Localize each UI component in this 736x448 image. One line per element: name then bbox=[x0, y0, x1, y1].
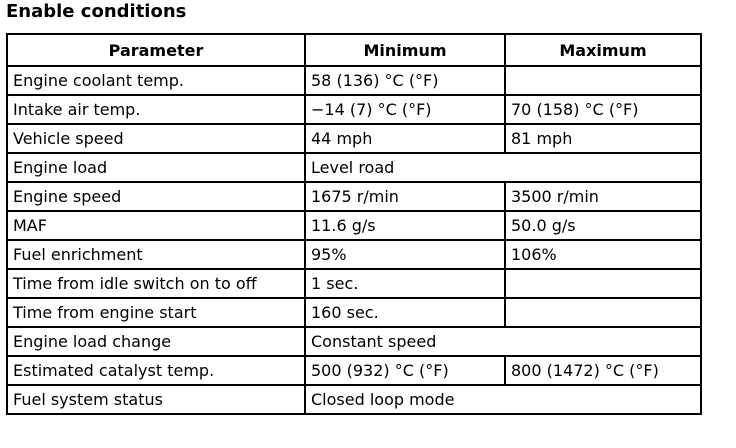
max-cell: 800 (1472) °C (°F) bbox=[505, 356, 701, 385]
max-cell: 50.0 g/s bbox=[505, 211, 701, 240]
table-row bbox=[7, 124, 701, 153]
table-row bbox=[7, 211, 701, 240]
param-cell: MAF bbox=[7, 211, 305, 240]
min-cell: 95% bbox=[305, 240, 505, 269]
min-cell: 58 (136) °C (°F) bbox=[305, 66, 505, 95]
table-row bbox=[7, 298, 701, 327]
param-cell: Estimated catalyst temp. bbox=[7, 356, 305, 385]
max-cell bbox=[505, 269, 701, 298]
min-cell: 1 sec. bbox=[305, 269, 505, 298]
max-cell: 3500 r/min bbox=[505, 182, 701, 211]
param-cell: Engine load bbox=[7, 153, 305, 182]
header-minimum: Minimum bbox=[305, 34, 505, 66]
max-cell bbox=[505, 66, 701, 95]
table-row bbox=[7, 153, 701, 182]
param-cell: Fuel system status bbox=[7, 385, 305, 414]
table-row bbox=[7, 385, 701, 414]
enable-conditions-table bbox=[6, 33, 702, 415]
merged-value-cell: Constant speed bbox=[305, 327, 701, 356]
param-cell: Fuel enrichment bbox=[7, 240, 305, 269]
merged-value-cell: Level road bbox=[305, 153, 701, 182]
table-row bbox=[7, 269, 701, 298]
table-row bbox=[7, 327, 701, 356]
merged-value-cell: Closed loop mode bbox=[305, 385, 701, 414]
max-cell: 81 mph bbox=[505, 124, 701, 153]
table-row bbox=[7, 356, 701, 385]
table-row bbox=[7, 66, 701, 95]
table-row bbox=[7, 240, 701, 269]
param-cell: Time from idle switch on to off bbox=[7, 269, 305, 298]
param-cell: Vehicle speed bbox=[7, 124, 305, 153]
table-row bbox=[7, 182, 701, 211]
table-header-row bbox=[7, 34, 701, 66]
param-cell: Engine speed bbox=[7, 182, 305, 211]
header-maximum: Maximum bbox=[505, 34, 701, 66]
min-cell: 160 sec. bbox=[305, 298, 505, 327]
param-cell: Engine coolant temp. bbox=[7, 66, 305, 95]
min-cell: 1675 r/min bbox=[305, 182, 505, 211]
table-row bbox=[7, 95, 701, 124]
max-cell: 106% bbox=[505, 240, 701, 269]
min-cell: 44 mph bbox=[305, 124, 505, 153]
min-cell: −14 (7) °C (°F) bbox=[305, 95, 505, 124]
param-cell: Time from engine start bbox=[7, 298, 305, 327]
header-parameter: Parameter bbox=[7, 34, 305, 66]
section-title: Enable conditions bbox=[6, 1, 187, 22]
param-cell: Intake air temp. bbox=[7, 95, 305, 124]
max-cell bbox=[505, 298, 701, 327]
param-cell: Engine load change bbox=[7, 327, 305, 356]
min-cell: 500 (932) °C (°F) bbox=[305, 356, 505, 385]
min-cell: 11.6 g/s bbox=[305, 211, 505, 240]
max-cell: 70 (158) °C (°F) bbox=[505, 95, 701, 124]
